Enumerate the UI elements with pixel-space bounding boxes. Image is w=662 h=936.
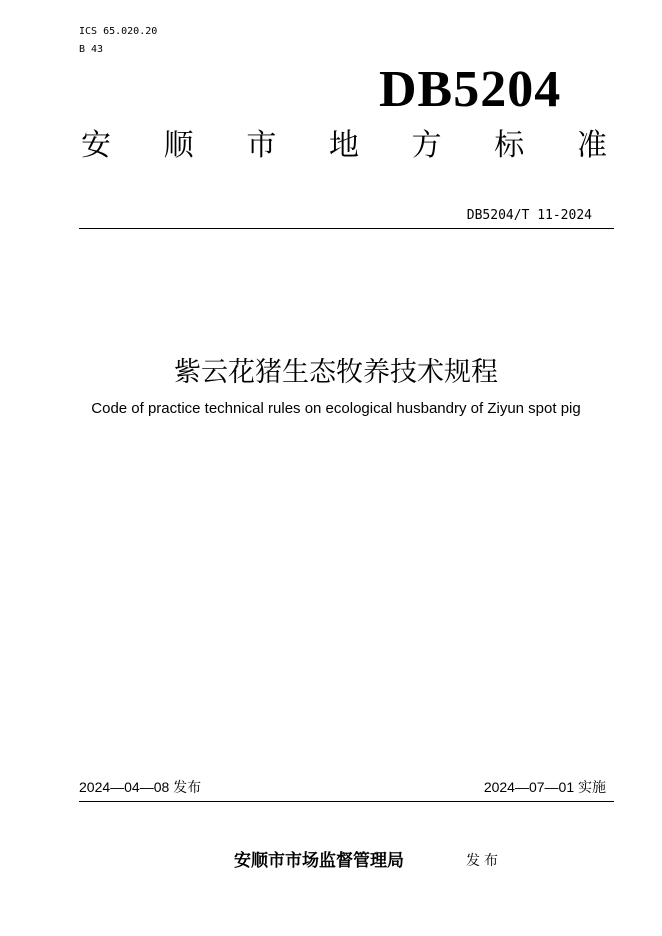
standard-name-char: 标	[494, 128, 525, 163]
ics-code: ICS 65.020.20	[79, 26, 158, 37]
standard-name-char: 顺	[163, 128, 194, 163]
issuing-authority: 安顺市市场监督管理局	[234, 851, 404, 871]
classification-code: B 43	[79, 44, 104, 55]
standard-name	[79, 126, 609, 166]
issue-date: 2024—04—08 发布	[79, 779, 202, 795]
document-title-english: Code of practice technical rules on ecological husbandry of Ziyun spot pig	[91, 400, 581, 417]
top-divider	[79, 228, 614, 229]
standard-number: DB5204/T 11-2024	[466, 208, 592, 223]
standard-name-char: 安	[81, 128, 111, 163]
bottom-divider	[79, 801, 614, 802]
document-title-chinese: 紫云花猪生态牧养技术规程	[174, 357, 498, 388]
standard-name-char: 市	[246, 128, 277, 163]
standard-name-char: 地	[328, 128, 359, 163]
standard-name-char: 方	[411, 128, 442, 163]
implementation-date: 2024—07—01 实施	[483, 779, 606, 795]
issue-label: 发布	[466, 853, 502, 869]
standard-name-char: 准	[576, 128, 607, 163]
db-logo: DB5204	[379, 61, 562, 118]
